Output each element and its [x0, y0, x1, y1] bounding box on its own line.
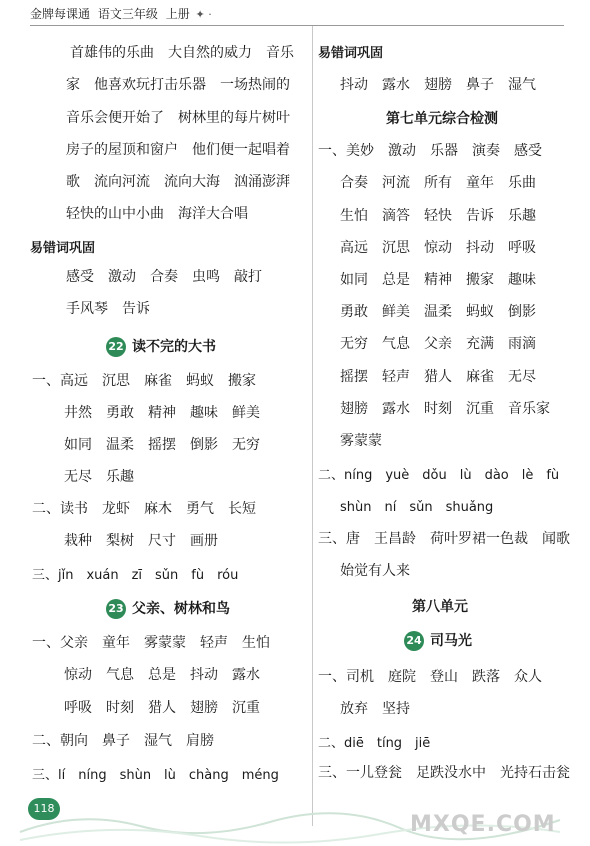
answer-line: 如同 温柔 摇摆 倒影 无穷	[64, 437, 260, 453]
pinyin-line: 三、jǐn xuán zī sǔn fù róu	[32, 568, 239, 583]
answer-line: 生怕 滴答 轻快 告诉 乐趣	[340, 208, 536, 224]
pinyin-line: 二、diē tíng jiē	[318, 736, 431, 751]
answer-line: 一、父亲 童年 雾蒙蒙 轻声 生怕	[32, 635, 270, 651]
answer-line: 雾蒙蒙	[340, 433, 382, 449]
pinyin-line: 三、lí níng shùn lù chàng méng	[32, 768, 279, 783]
answer-line: 摇摆 轻声 猎人 麻雀 无尽	[340, 369, 536, 385]
subject-name: 语文三年级	[97, 7, 158, 21]
answer-line: 家 他喜欢玩打击乐器 一场热闹的	[66, 77, 290, 93]
answer-line: 合奏 河流 所有 童年 乐曲	[340, 175, 536, 191]
pinyin-line: 二、níng yuè dǒu lù dào lè fù	[318, 468, 560, 483]
answer-line: 二、读书 龙虾 麻木 勇气 长短	[32, 501, 256, 517]
pinyin-line: shùn ní sǔn shuǎng	[340, 500, 494, 515]
header-rule	[30, 25, 564, 26]
lesson-title-text: 父亲、树林和鸟	[132, 601, 230, 617]
answer-line: 歌 流向河流 流向大海 汹涌澎湃	[66, 174, 290, 190]
answer-line: 放弃 坚持	[340, 701, 410, 717]
answer-line: 高远 沉思 惊动 抖动 呼吸	[340, 240, 536, 256]
answer-line: 无尽 乐趣	[64, 469, 134, 485]
star-icon: ✦ ·	[195, 8, 212, 21]
answer-line: 手风琴 告诉	[66, 301, 150, 317]
answer-line: 房子的屋顶和窗户 他们便一起唱着	[66, 142, 290, 158]
book-name: 金牌每课通	[30, 7, 91, 21]
volume-name: 上册	[165, 7, 190, 21]
page-number-badge: 118	[28, 798, 60, 820]
poem-line: 三、唐 王昌龄 荷叶罗裙一色裁 闻歌	[318, 531, 570, 547]
answer-line: 首雄伟的乐曲 大自然的威力 音乐	[70, 45, 294, 61]
lesson-title	[404, 630, 472, 651]
answer-line: 一、高远 沉思 麻雀 蚂蚁 搬家	[32, 373, 256, 389]
watermark: MXQE.COM	[410, 812, 556, 837]
unit-title: 第八单元	[412, 599, 468, 615]
answer-line: 一、美妙 激动 乐器 演奏 感受	[318, 143, 542, 159]
answer-line: 一、司机 庭院 登山 跌落 众人	[318, 669, 542, 685]
answer-line: 栽种 梨树 尺寸 画册	[64, 533, 218, 549]
answer-line: 二、朝向 鼻子 湿气 肩膀	[32, 733, 214, 749]
section-heading: 易错词巩固	[30, 241, 96, 256]
lesson-number-badge: 24	[404, 631, 424, 651]
answer-line: 轻快的山中小曲 海洋大合唱	[66, 206, 248, 222]
answer-line: 惊动 气息 总是 抖动 露水	[64, 667, 260, 683]
page-header	[30, 5, 212, 22]
answer-line: 三、一儿登瓮 足跌没水中 光持石击瓮	[318, 765, 570, 781]
answer-line: 呼吸 时刻 猎人 翅膀 沉重	[64, 700, 260, 716]
lesson-title	[106, 598, 230, 619]
answer-line: 翅膀 露水 时刻 沉重 音乐家	[340, 401, 550, 417]
answer-line: 音乐会便开始了 树林里的每片树叶	[66, 110, 290, 126]
answer-line: 无穷 气息 父亲 充满 雨滴	[340, 336, 536, 352]
column-divider	[312, 26, 313, 826]
lesson-number-badge: 23	[106, 599, 126, 619]
lesson-title	[106, 336, 216, 357]
lesson-number-badge: 22	[106, 337, 126, 357]
section-heading: 易错词巩固	[318, 46, 384, 61]
answer-line: 如同 总是 精神 搬家 趣味	[340, 272, 536, 288]
unit-test-title: 第七单元综合检测	[386, 111, 498, 127]
answer-line: 抖动 露水 翅膀 鼻子 湿气	[340, 77, 536, 93]
lesson-title-text: 司马光	[430, 633, 472, 649]
answer-line: 勇敢 鲜美 温柔 蚂蚁 倒影	[340, 304, 536, 320]
answer-line: 感受 激动 合奏 虫鸣 敲打	[66, 269, 262, 285]
poem-line: 始觉有人来	[340, 563, 410, 579]
lesson-title-text: 读不完的大书	[132, 339, 216, 355]
answer-line: 井然 勇敢 精神 趣味 鲜美	[64, 405, 260, 421]
